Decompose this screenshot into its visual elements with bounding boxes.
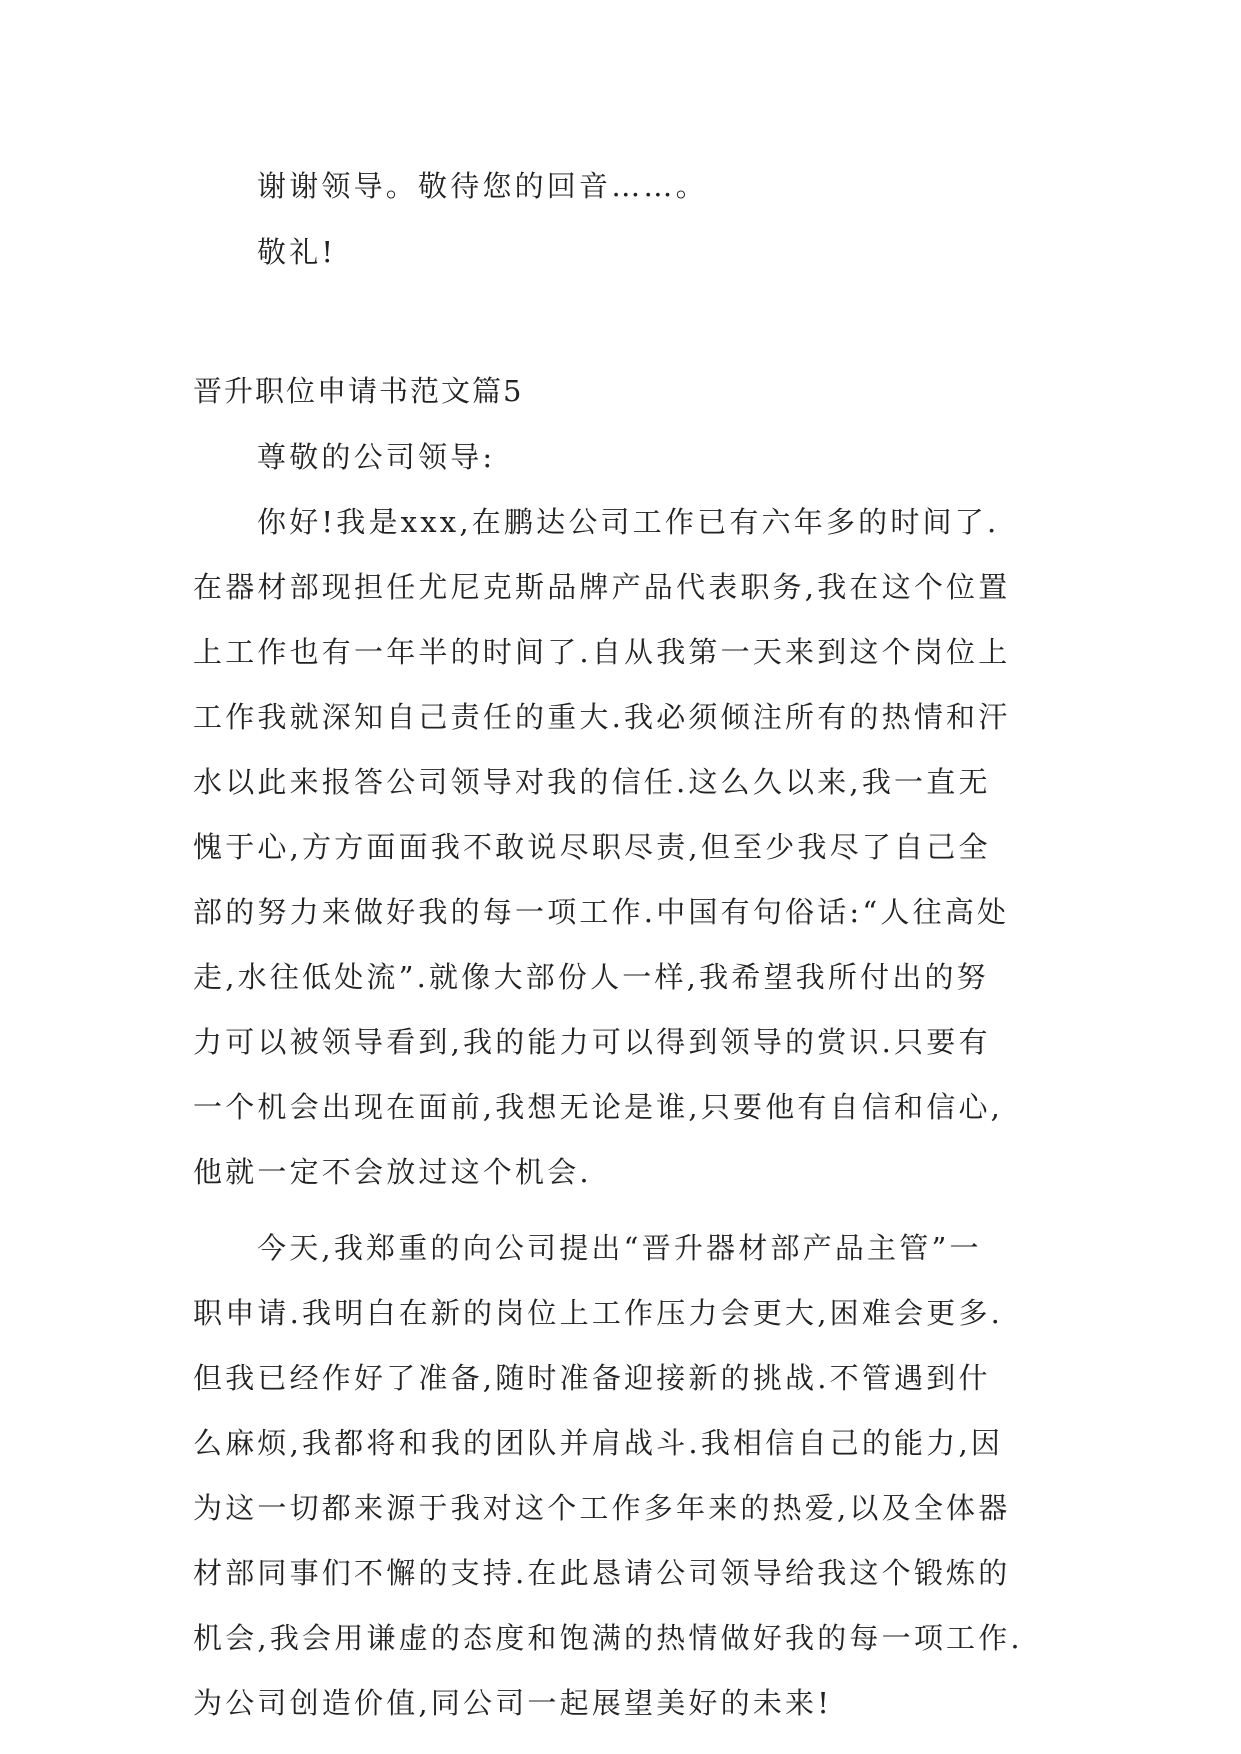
paragraph2-line: 为这一切都来源于我对这个工作多年来的热爱,以及全体器 [193,1491,1011,1525]
paragraph2-line: 为公司创造价值,同公司一起展望美好的未来! [193,1686,833,1720]
paragraph1-line: 在器材部现担任尤尼克斯品牌产品代表职务,我在这个位置 [193,570,1011,604]
paragraph1-line: 走,水往低处流”.就像大部份人一样,我希望我所付出的努 [193,960,989,994]
closing-thanks-line: 谢谢领导。敬待您的回音……。 [257,169,708,203]
paragraph1-line: 上工作也有一年半的时间了.自从我第一天来到这个岗位上 [193,635,1011,669]
paragraph2-line: 么麻烦,我都将和我的团队并肩战斗.我相信自己的能力,因 [193,1426,1004,1460]
paragraph1-line: 水以此来报答公司领导对我的信任.这么久以来,我一直无 [193,765,991,799]
paragraph1-line: 部的努力来做好我的每一项工作.中国有句俗话:“人往高处 [193,895,1010,929]
paragraph2-line: 但我已经作好了准备,随时准备迎接新的挑战.不管遇到什 [193,1361,991,1395]
paragraph2-line: 职申请.我明白在新的岗位上工作压力会更大,困难会更多. [193,1296,1004,1330]
closing-regards-line: 敬礼! [257,235,337,269]
paragraph1-line: 一个机会出现在面前,我想无论是谁,只要他有自信和信心, [193,1090,1004,1124]
paragraph1-line: 工作我就深知自己责任的重大.我必须倾注所有的热情和汗 [193,700,1011,734]
salutation: 尊敬的公司领导: [257,440,496,474]
paragraph1-line: 力可以被领导看到,我的能力可以得到领导的赏识.只要有 [193,1025,991,1059]
paragraph2-line: 今天,我郑重的向公司提出“晋升器材部产品主管”一 [257,1231,982,1265]
paragraph1-line: 他就一定不会放过这个机会. [193,1155,592,1189]
paragraph2-line: 材部同事们不懈的支持.在此恳请公司领导给我这个锻炼的 [193,1556,1011,1590]
paragraph1-line: 你好!我是xxx,在鹏达公司工作已有六年多的时间了. [257,505,1000,539]
paragraph2-line: 机会,我会用谦虚的态度和饱满的热情做好我的每一项工作. [193,1621,1023,1655]
section-title: 晋升职位申请书范文篇5 [193,374,524,408]
paragraph1-line: 愧于心,方方面面我不敢说尽职尽责,但至少我尽了自己全 [193,830,991,864]
